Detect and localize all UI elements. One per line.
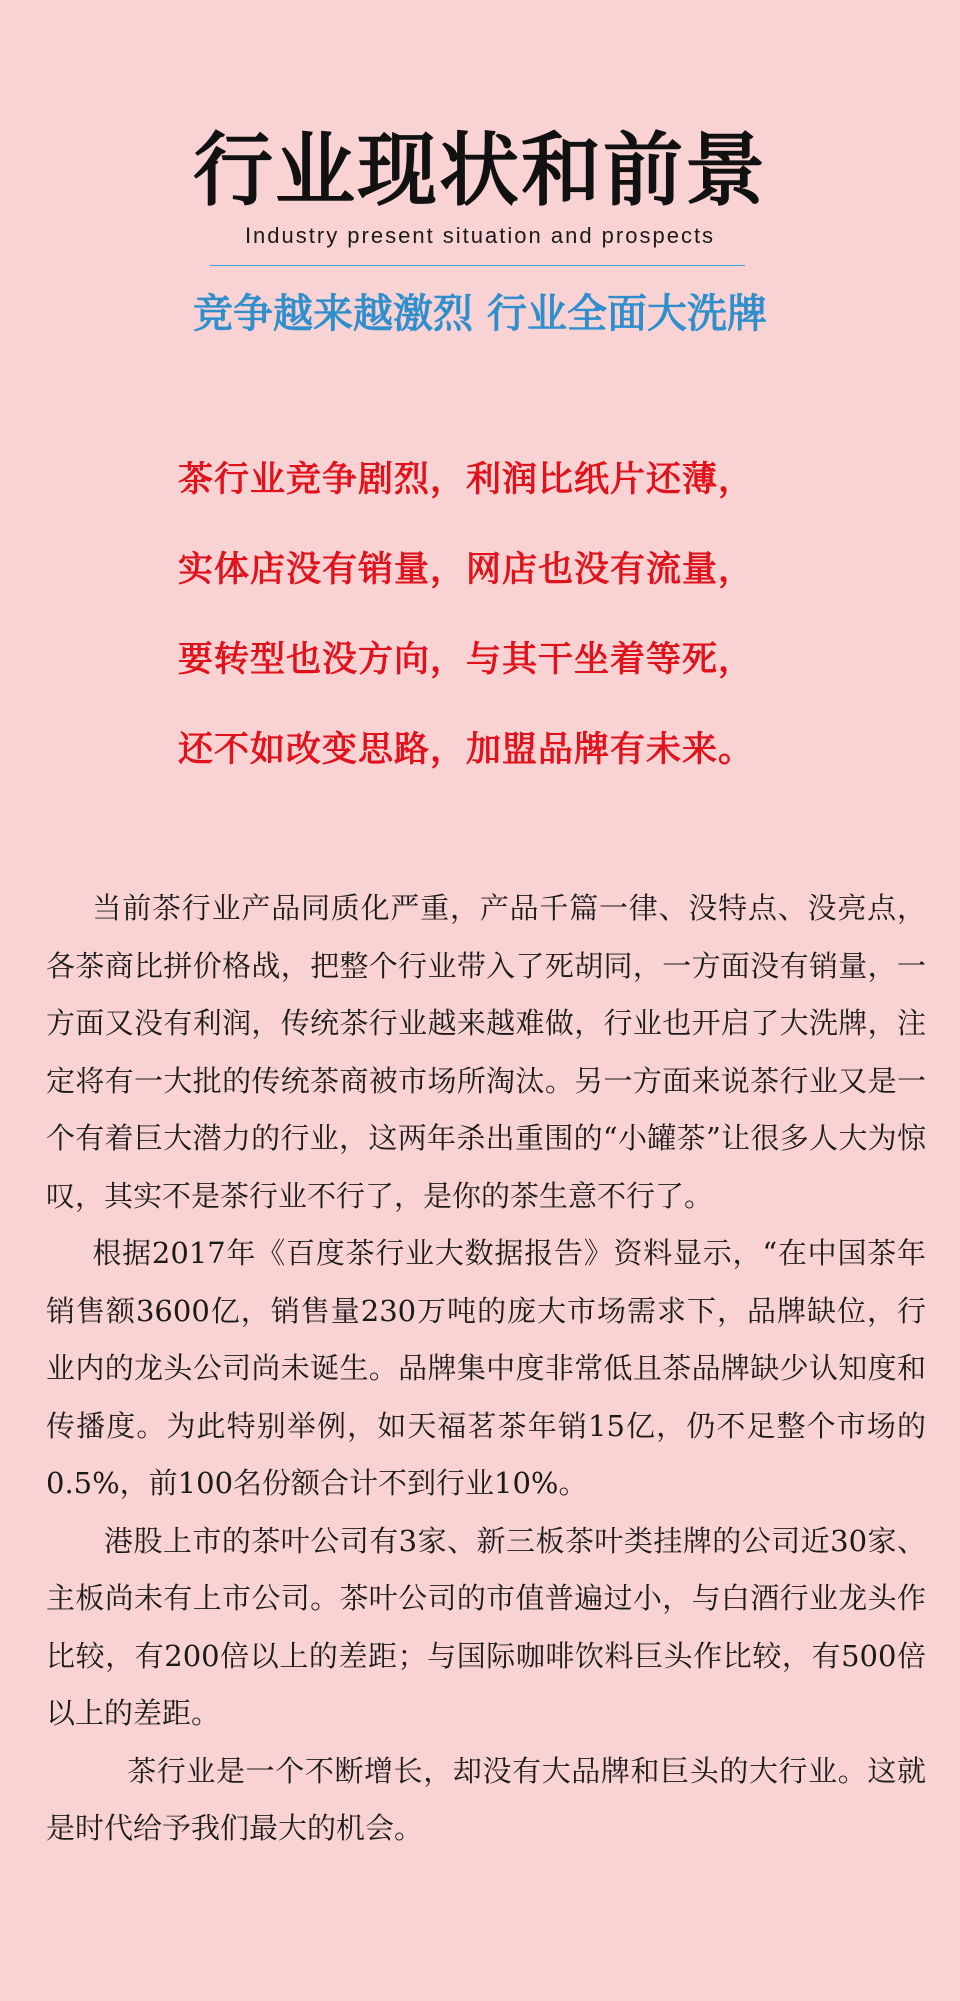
title-divider: [210, 265, 745, 266]
highlight-line: 还不如改变思路，加盟品牌有未来。: [178, 730, 755, 770]
page-title: 行业现状和前景: [193, 123, 767, 217]
paragraph-opportunity: 茶行业是一个不断增长，却没有大品牌和巨头的大行业。这就是时代给予我们最大的机会。: [46, 1753, 926, 1845]
highlight-line: 茶行业竞争剧烈，利润比纸片还薄，: [178, 460, 755, 500]
highlight-block: [178, 445, 918, 805]
highlight-line: 实体店没有销量，网店也没有流量，: [178, 550, 755, 590]
highlight-line: 要转型也没方向，与其干坐着等死，: [178, 640, 755, 680]
english-subtitle: Industry present situation and prospects: [244, 223, 716, 248]
paragraph-industry-status: 当前茶行业产品同质化严重，产品千篇一律、没特点、没亮点，各茶商比拼价格战，把整个行业带入了死胡同，一方面没有销量，一方面又没有利润，传统茶行业越来越难做，行业也开启了大洗牌，注定将有一大批的传统茶商被市场所淘汰。另一方面来说茶行业又是一个有着巨大潜力的行业，这两年杀出重围的“小罐茶”让很多人大为惊叹，其实不是茶行业不行了，是你的茶生意不行了。: [46, 891, 926, 1213]
slogan-heading: 竞争越来越激烈 行业全面大洗牌: [193, 291, 767, 337]
paragraph-market-data: 根据2017年《百度茶行业大数据报告》资料显示，“在中国茶年销售额3600亿，销售量230万吨的庞大市场需求下，品牌缺位，行业内的龙头公司尚未诞生。品牌集中度非常低且茶品牌缺少认知度和传播度。为此特别举例，如天福茗茶年销15亿，仍不足整个市场的0.5%，前100名份额合计不到行业10%。: [46, 1236, 926, 1500]
body-text: [46, 880, 926, 1858]
paragraph-listed-companies: 港股上市的茶叶公司有3家、新三板茶叶类挂牌的公司近30家、主板尚未有上市公司。茶叶公司的市值普遍过小，与白酒行业龙头作比较，有200倍以上的差距；与国际咖啡饮料巨头作比较，有500倍以上的差距。: [46, 1523, 926, 1730]
